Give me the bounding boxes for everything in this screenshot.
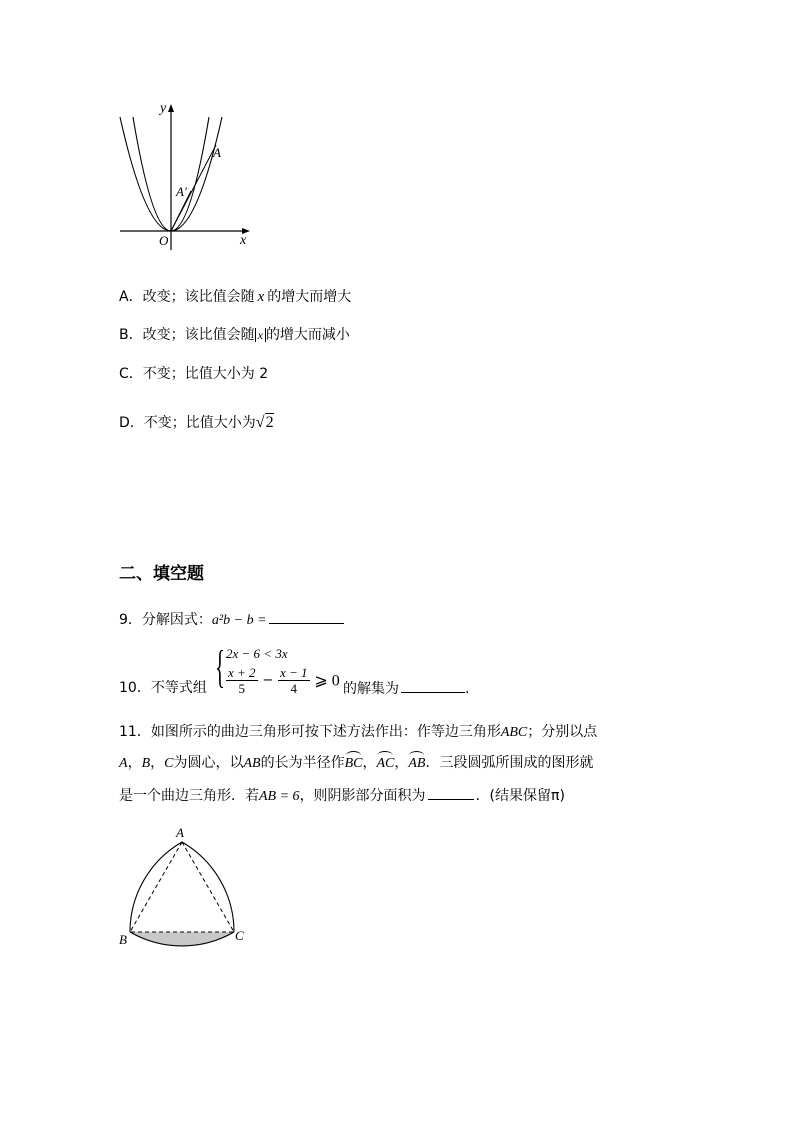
q9-expr: a²b − b = bbox=[211, 613, 267, 628]
option-b-suffix: 的增大而减小 bbox=[265, 327, 350, 343]
question-9 bbox=[119, 608, 344, 629]
option-d bbox=[119, 412, 274, 432]
q11-abc: ABC bbox=[500, 725, 528, 740]
q11-line3-prefix: 是一个曲边三角形．若 bbox=[119, 788, 259, 804]
q10-geq: ⩾ 0 bbox=[314, 672, 340, 690]
option-b bbox=[119, 324, 350, 344]
q11-line2 bbox=[119, 752, 593, 772]
parabola-graph bbox=[110, 95, 260, 255]
x-axis-label: x bbox=[240, 233, 247, 248]
q11-sep1: ， bbox=[127, 755, 142, 771]
q11-ab: AB bbox=[243, 756, 261, 771]
figure-label-b: B bbox=[119, 932, 127, 947]
q11-line3-suffix: ．(结果保留π) bbox=[475, 788, 565, 804]
option-a-suffix: 的增大而增大 bbox=[267, 289, 352, 305]
point-a-label: A bbox=[213, 145, 221, 160]
q10-period: . bbox=[465, 681, 470, 697]
option-c bbox=[119, 363, 268, 383]
q10-answer-blank[interactable] bbox=[401, 677, 465, 693]
q11-point-a: A bbox=[119, 756, 128, 771]
q11-line1 bbox=[119, 721, 597, 741]
section-title: 二、填空题 bbox=[119, 564, 204, 584]
point-a-prime-label: A' bbox=[176, 184, 187, 199]
q10-minus: − bbox=[262, 673, 274, 688]
origin-label: O bbox=[159, 233, 169, 248]
q11-sep2: ， bbox=[150, 755, 165, 771]
q10-suffix-group bbox=[343, 677, 469, 698]
dashed-triangle bbox=[130, 842, 234, 932]
q11-line3 bbox=[119, 784, 565, 805]
option-a bbox=[119, 286, 351, 306]
q11-line2-mid2: 的长为半径作 bbox=[260, 755, 345, 771]
q10-frac2-num: x − 1 bbox=[280, 665, 308, 680]
q11-arc-ac: AC bbox=[376, 756, 395, 771]
option-d-sqrt: √2 bbox=[255, 414, 274, 431]
y-axis-label: y bbox=[160, 101, 167, 116]
q9-answer-blank[interactable] bbox=[269, 608, 344, 624]
q11-point-b: B bbox=[141, 756, 151, 771]
option-c-text: C．不变；比值大小为 2 bbox=[119, 366, 269, 382]
q10-prefix: 10．不等式组 bbox=[119, 680, 207, 696]
figure-label-c: C bbox=[235, 928, 244, 943]
q10-frac2 bbox=[278, 665, 310, 696]
q10-brace: { bbox=[215, 641, 225, 692]
q11-sep-a: ， bbox=[362, 755, 377, 771]
option-a-var: x bbox=[257, 289, 265, 305]
q10-frac1-num: x + 2 bbox=[228, 665, 256, 680]
curved-triangle-figure bbox=[114, 820, 254, 950]
figure-label-a: A bbox=[176, 825, 184, 840]
q11-answer-blank[interactable] bbox=[428, 784, 474, 800]
q11-sep-b: ， bbox=[394, 755, 409, 771]
q11-line1-prefix: 11．如图所示的曲边三角形可按下述方法作出：作等边三角形 bbox=[119, 724, 501, 740]
y-axis-arrow bbox=[168, 104, 174, 112]
q11-line3-eq: AB = 6 bbox=[259, 789, 300, 804]
option-b-prefix: B．改变；该比值会随 bbox=[119, 327, 255, 343]
q11-point-c: C bbox=[164, 756, 174, 771]
q11-line1-suffix: ；分别以点 bbox=[527, 724, 598, 740]
q10-suffix: 的解集为 bbox=[343, 681, 399, 697]
option-d-prefix: D．不变；比值大小为 bbox=[119, 415, 256, 431]
q11-line2-suffix: ．三段圆弧所围成的图形就 bbox=[425, 755, 594, 771]
q10-frac1 bbox=[226, 665, 258, 696]
q11-arc-bc: BC bbox=[344, 756, 363, 771]
q10-line1: 2x − 6 < 3x bbox=[226, 646, 288, 661]
option-a-prefix: A．改变；该比值会随 bbox=[119, 289, 255, 305]
q11-line3-mid: ，则阴影部分面积为 bbox=[299, 788, 426, 804]
option-d-radicand: 2 bbox=[265, 414, 274, 431]
q9-prefix: 9．分解因式： bbox=[119, 612, 212, 628]
q11-arc-ab: AB bbox=[408, 756, 426, 771]
q10-frac1-den: 5 bbox=[238, 681, 246, 696]
q11-line2-mid: 为圆心，以 bbox=[173, 755, 244, 771]
q10-frac2-den: 4 bbox=[290, 681, 298, 696]
q10-line2 bbox=[226, 665, 340, 696]
option-b-abs-var: x bbox=[255, 328, 266, 342]
